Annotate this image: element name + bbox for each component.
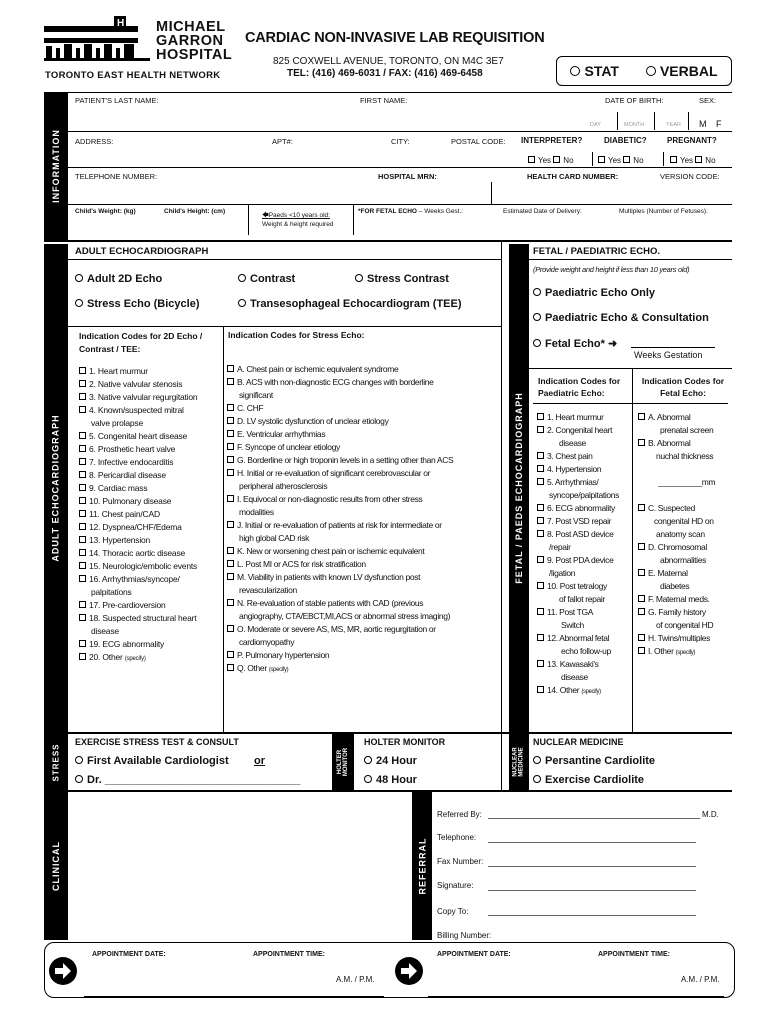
nuclear-sidebar: NUCLEAR MEDICINE — [509, 734, 529, 790]
paeds-echo-only-option[interactable]: Paediatric Echo Only — [533, 287, 655, 299]
stress-header: EXERCISE STRESS TEST & CONSULT — [75, 737, 239, 747]
ind-stress-p[interactable]: P. Pulmonary hypertension — [227, 649, 453, 662]
hospital-address: 825 COXWELL AVENUE, TORONTO, ON M4C 3E7 — [273, 56, 504, 67]
paeds-echo-consult-option[interactable]: Paediatric Echo & Consultation — [533, 312, 709, 324]
paeds-ind-1[interactable]: 1. Heart murmur — [537, 411, 619, 424]
paeds-ind-8[interactable]: 8. Post ASD device — [537, 528, 619, 541]
doctor-radio[interactable] — [75, 775, 83, 783]
paeds-ind-5-cont: syncope/palpitations — [549, 490, 620, 500]
ind-stress-d[interactable]: D. LV systolic dysfunction of unclear etiology — [227, 415, 453, 428]
paeds-ind-5[interactable]: 5. Arrhythmias/ — [537, 476, 619, 489]
information-sidebar: INFORMATION — [44, 92, 68, 240]
arrow-left-icon: 🡄 — [262, 212, 269, 219]
paeds-ind-11-cont: Switch — [561, 620, 584, 630]
ind-2d-18[interactable]: 18. Suspected structural heart — [79, 612, 197, 625]
ind-stress-j[interactable]: J. Initial or re-evaluation of patients at risk for intermediate or — [227, 519, 453, 532]
fetal-ind-a[interactable]: A. Abnormal — [638, 411, 715, 424]
fetal-ind-h[interactable]: H. Twins/multiples — [638, 632, 715, 645]
nuchal-mm-field[interactable]: __________mm — [658, 477, 716, 487]
last-name-label: PATIENT'S LAST NAME: — [75, 96, 159, 105]
hospital-logo — [44, 14, 152, 64]
fetal-ind-i[interactable]: I. Other (specify) — [638, 645, 715, 660]
ind-2d-6[interactable]: 6. Prosthetic heart valve — [79, 443, 197, 456]
ind-stress-b-cont: significant — [239, 390, 273, 400]
paeds-ind-14[interactable]: 14. Other (specify) — [537, 684, 619, 699]
paeds-ind-12[interactable]: 12. Abnormal fetal — [537, 632, 619, 645]
ind-2d-3[interactable]: 3. Native valvular regurgitation — [79, 391, 197, 404]
ind-stress-h[interactable]: H. Initial or re-evaluation of significant cerebrovascular or — [227, 467, 453, 480]
ind-2d-2[interactable]: 2. Native valvular stenosis — [79, 378, 197, 391]
hospital-phone: TEL: (416) 469-6031 / FAX: (416) 469-6458 — [287, 68, 483, 79]
clinical-sidebar: CLINICAL — [44, 792, 68, 940]
fetal-ind-e-cont: diabetes — [660, 581, 690, 591]
paeds-ind-8-cont: /repair — [549, 542, 571, 552]
paeds-ind-9-cont: /ligation — [549, 568, 576, 578]
delivery-label: Estimated Date of Delivery: — [503, 208, 582, 215]
fetal-ind-f[interactable]: F. Maternal meds. — [638, 593, 715, 606]
paeds-ind-title: Indication Codes for Paediatric Echo: — [538, 376, 621, 398]
arrow-right-circle-icon — [48, 956, 78, 986]
adult-2d-radio[interactable] — [75, 274, 83, 282]
nuclear-header: NUCLEAR MEDICINE — [533, 737, 624, 747]
adult-echo-header: ADULT ECHOCARDIOGRAPH — [75, 246, 209, 257]
fetal-paeds-sidebar: FETAL / PAEDS ECHOCARDIOGRAPH — [509, 244, 529, 732]
priority-box — [556, 56, 732, 86]
ind-2d-15[interactable]: 15. Neurologic/embolic events — [79, 560, 197, 573]
dob-label: DATE OF BIRTH: — [605, 96, 664, 105]
ind-stress-n-cont: angiography, CTA/EBCT,MI,ACS or abnormal stress imaging) — [239, 611, 451, 621]
ind-2d-9[interactable]: 9. Cardiac mass — [79, 482, 197, 495]
holter-48-option[interactable]: 48 Hour — [364, 774, 417, 786]
ind-2d-title: Indication Codes for 2D Echo / Contrast / TEE: — [79, 331, 203, 354]
fetal-ind-g-cont: of congenital HD — [656, 620, 714, 630]
dob-year-hint: YEAR — [666, 122, 681, 128]
ind-2d-4[interactable]: 4. Known/suspected mitral — [79, 404, 197, 417]
interpreter-options[interactable]: Yes No — [528, 156, 574, 165]
health-card-label: HEALTH CARD NUMBER: — [527, 172, 619, 181]
holter-48-radio[interactable] — [364, 775, 372, 783]
exercise-cardiolite-radio[interactable] — [533, 775, 541, 783]
ind-2d-17[interactable]: 17. Pre-cardioversion — [79, 599, 197, 612]
pregnant-label: PREGNANT? — [667, 136, 717, 145]
ampm-label-2: A.M. / P.M. — [681, 975, 720, 984]
city-label: CITY: — [391, 137, 410, 146]
ind-2d-11[interactable]: 11. Chest pain/CAD — [79, 508, 197, 521]
ind-2d-20[interactable]: 20. Other (specify) — [79, 651, 197, 666]
ind-stress-a[interactable]: A. Chest pain or ischemic equivalent syndrome — [227, 363, 453, 376]
fetal-ind-e[interactable]: E. Maternal — [638, 567, 715, 580]
paeds-ind-11[interactable]: 11. Post TGA — [537, 606, 619, 619]
arrow-right-icon: ➜ — [607, 338, 618, 350]
network-name: TORONTO EAST HEALTH NETWORK — [45, 70, 221, 81]
appt-time-label-2: APPOINTMENT TIME: — [598, 951, 670, 958]
multiples-label: Multiples (Number of Fetuses): — [619, 208, 708, 215]
persantine-option[interactable]: Persantine Cardiolite — [533, 755, 655, 767]
paeds-echo-consult-radio[interactable] — [533, 313, 541, 321]
referred-by-field[interactable]: Referred By: — [437, 810, 482, 819]
ind-stress-c[interactable]: C. CHF — [227, 402, 453, 415]
interpreter-label: INTERPRETER? — [521, 136, 583, 145]
referral-sidebar: REFERRAL — [412, 792, 432, 940]
holter-sidebar: HOLTER MONITOR — [332, 734, 354, 790]
version-label: VERSION CODE: — [660, 172, 720, 181]
ind-stress-i[interactable]: I. Equivocal or non-diagnostic results from other stress — [227, 493, 453, 506]
sex-male[interactable]: M — [699, 119, 707, 129]
ind-2d-14[interactable]: 14. Thoracic aortic disease — [79, 547, 197, 560]
doctor-option[interactable]: Dr. ________________________________ — [75, 774, 301, 786]
fetal-echo-radio[interactable] — [533, 339, 541, 347]
paeds-ind-2-cont: disease — [559, 438, 586, 448]
ind-2d-7[interactable]: 7. Infective endocarditis — [79, 456, 197, 469]
ind-stress-m-cont: revascularization — [239, 585, 297, 595]
paeds-ind-9[interactable]: 9. Post PDA device — [537, 554, 619, 567]
arrow-right-circle-icon — [394, 956, 424, 986]
child-height-label: Child's Height: (cm) — [164, 208, 226, 215]
diabetic-options[interactable]: Yes No — [598, 156, 644, 165]
first-name-label: FIRST NAME: — [360, 96, 408, 105]
sex-female[interactable]: F — [716, 119, 722, 129]
ind-stress-title: Indication Codes for Stress Echo: — [228, 330, 365, 340]
paeds-note: 🡄Paeds <10 years old: — [262, 212, 330, 219]
fetal-ind-title: Indication Codes for Fetal Echo: — [641, 376, 725, 398]
contrast-radio[interactable] — [238, 274, 246, 282]
verbal-radio[interactable] — [646, 66, 656, 76]
paeds-ind-10[interactable]: 10. Post tetralogy — [537, 580, 619, 593]
adult-2d-echo-option[interactable]: Adult 2D Echo — [75, 273, 162, 285]
ind-2d-10[interactable]: 10. Pulmonary disease — [79, 495, 197, 508]
ind-stress-i-cont: modalities — [239, 507, 274, 517]
fetal-ind-c-cont2: anatomy scan — [656, 529, 705, 539]
first-available-radio[interactable] — [75, 756, 83, 764]
contrast-option[interactable]: Contrast — [238, 273, 295, 285]
tee-radio[interactable] — [238, 299, 246, 307]
ind-stress-m[interactable]: M. Viability in patients with known LV dysfunction post — [227, 571, 453, 584]
paeds-ind-6[interactable]: 6. ECG abnormality — [537, 502, 619, 515]
paeds-ind-7[interactable]: 7. Post VSD repair — [537, 515, 619, 528]
fetal-echo-option[interactable]: Fetal Echo* ➜ — [533, 337, 617, 350]
svg-text:H: H — [117, 18, 125, 29]
ind-2d-list — [79, 365, 197, 666]
fetal-ind-a-cont: prenatal screen — [660, 425, 714, 435]
paeds-note-2: Weight & height required — [262, 221, 334, 228]
fetal-paeds-header: FETAL / PAEDIATRIC ECHO. — [533, 246, 661, 257]
paeds-echo-only-radio[interactable] — [533, 288, 541, 296]
fetal-echo-weeks: *FOR FETAL ECHO – Weeks Gest.: — [358, 208, 464, 215]
signature-field[interactable]: Signature: — [437, 881, 474, 890]
ind-2d-16-cont: palpitations — [91, 587, 132, 597]
pregnant-options[interactable]: Yes No — [670, 156, 716, 165]
stress-bicycle-option[interactable]: Stress Echo (Bicycle) — [75, 298, 200, 310]
fax-field[interactable]: Fax Number: — [437, 857, 484, 866]
ind-stress-k[interactable]: K. New or worsening chest pain or ischemic equivalent — [227, 545, 453, 558]
apt-label: APT#: — [272, 137, 293, 146]
holter-24-radio[interactable] — [364, 756, 372, 764]
ind-stress-h-cont: peripheral atherosclerosis — [239, 481, 328, 491]
ind-stress-o[interactable]: O. Moderate or severe AS, MS, MR, aortic regurgitation or — [227, 623, 453, 636]
ind-stress-list — [227, 363, 453, 677]
paeds-ind-list — [537, 411, 619, 699]
fetal-ind-d[interactable]: D. Chromosomal — [638, 541, 715, 554]
ind-stress-e[interactable]: E. Ventricular arrhythmias — [227, 428, 453, 441]
fetal-note: (Provide weight and height if less than 10 years old) — [533, 265, 690, 274]
fetal-ind-b-cont: nuchal thickness — [656, 451, 714, 461]
dob-day-hint: DAY — [590, 122, 601, 128]
ind-2d-4-cont: valve prolapse — [91, 418, 144, 428]
holter-24-option[interactable]: 24 Hour — [364, 755, 417, 767]
ind-2d-19[interactable]: 19. ECG abnormality — [79, 638, 197, 651]
ind-stress-q[interactable]: Q. Other (specify) — [227, 662, 453, 677]
ampm-label-1: A.M. / P.M. — [336, 975, 375, 984]
fetal-ind-g[interactable]: G. Family history — [638, 606, 715, 619]
verbal-option[interactable]: VERBAL — [646, 63, 718, 79]
paeds-ind-12-cont: echo follow-up — [561, 646, 611, 656]
or-label: or — [254, 755, 265, 767]
copy-to-field[interactable]: Copy To: — [437, 907, 469, 916]
appt-time-label-1: APPOINTMENT TIME: — [253, 951, 325, 958]
fetal-ind-c-cont: congenital HD on — [654, 516, 714, 526]
stress-contrast-radio[interactable] — [355, 274, 363, 282]
appt-date-label-1: APPOINTMENT DATE: — [92, 951, 166, 958]
stress-sidebar: STRESS — [44, 734, 68, 790]
mrn-label: HOSPITAL MRN: — [378, 172, 437, 181]
telephone-label: TELEPHONE NUMBER: — [75, 172, 158, 181]
fetal-ind-c[interactable]: C. Suspected — [638, 502, 715, 515]
child-weight-label: Child's Weight: (kg) — [75, 208, 136, 215]
paeds-ind-13[interactable]: 13. Kawasaki's — [537, 658, 619, 671]
tee-option[interactable]: Transesophageal Echocardiogram (TEE) — [238, 298, 462, 310]
ind-stress-g[interactable]: G. Borderline or high troponin levels in a setting other than ACS — [227, 454, 453, 467]
ind-stress-n[interactable]: N. Re-evaluation of stable patients with CAD (previous — [227, 597, 453, 610]
ind-stress-f[interactable]: F. Syncope of unclear etiology — [227, 441, 453, 454]
stress-bicycle-radio[interactable] — [75, 299, 83, 307]
appt-date-label-2: APPOINTMENT DATE: — [437, 951, 511, 958]
persantine-radio[interactable] — [533, 756, 541, 764]
exercise-cardiolite-option[interactable]: Exercise Cardiolite — [533, 774, 644, 786]
paeds-ind-3[interactable]: 3. Chest pain — [537, 450, 619, 463]
address-label: ADDRESS: — [75, 137, 114, 146]
form-title: CARDIAC NON-INVASIVE LAB REQUISITION — [245, 30, 545, 46]
md-label: M.D. — [702, 810, 719, 819]
diabetic-label: DIABETIC? — [604, 136, 647, 145]
postal-label: POSTAL CODE: — [451, 137, 506, 146]
ind-2d-13[interactable]: 13. Hypertension — [79, 534, 197, 547]
paeds-ind-2[interactable]: 2. Congenital heart — [537, 424, 619, 437]
paeds-ind-10-cont: of fallot repair — [559, 594, 605, 604]
adult-echo-sidebar: ADULT ECHOCARDIOGRAPH — [44, 244, 68, 732]
stat-option[interactable]: STAT — [570, 63, 618, 79]
ind-stress-j-cont: high global CAD risk — [239, 533, 310, 543]
ind-2d-1[interactable]: 1. Heart murmur — [79, 365, 197, 378]
ind-stress-o-cont: cardiomyopathy — [239, 637, 295, 647]
ind-2d-12[interactable]: 12. Dyspnea/CHF/Edema — [79, 521, 197, 534]
billing-number-field[interactable]: Billing Number: — [437, 931, 492, 940]
stress-contrast-option[interactable]: Stress Contrast — [355, 273, 449, 285]
holter-header: HOLTER MONITOR — [364, 737, 446, 747]
ind-2d-16[interactable]: 16. Arrhythmias/syncope/ — [79, 573, 197, 586]
ind-2d-18-cont: disease — [91, 626, 119, 636]
stat-radio[interactable] — [570, 66, 580, 76]
fetal-ind-list — [638, 411, 715, 660]
paeds-ind-13-cont: disease — [561, 672, 588, 682]
clinical-notes-area[interactable] — [68, 792, 412, 940]
hospital-name: MICHAEL GARRON HOSPITAL — [156, 19, 233, 63]
fetal-ind-b[interactable]: B. Abnormal — [638, 437, 715, 450]
ind-2d-5[interactable]: 5. Congenital heart disease — [79, 430, 197, 443]
first-available-option[interactable]: First Available Cardiologist — [75, 755, 229, 767]
dob-month-hint: MONTH — [624, 122, 645, 128]
ind-stress-b[interactable]: B. ACS with non-diagnostic ECG changes with borderline — [227, 376, 453, 389]
telephone-field[interactable]: Telephone: — [437, 833, 477, 842]
ind-2d-8[interactable]: 8. Pericardial disease — [79, 469, 197, 482]
weeks-gestation-label: Weeks Gestation — [634, 350, 703, 360]
paeds-ind-4[interactable]: 4. Hypertension — [537, 463, 619, 476]
fetal-ind-d-cont: abnormalities — [660, 555, 707, 565]
sex-label: SEX: — [699, 96, 717, 105]
ind-stress-l[interactable]: L. Post MI or ACS for risk stratification — [227, 558, 453, 571]
